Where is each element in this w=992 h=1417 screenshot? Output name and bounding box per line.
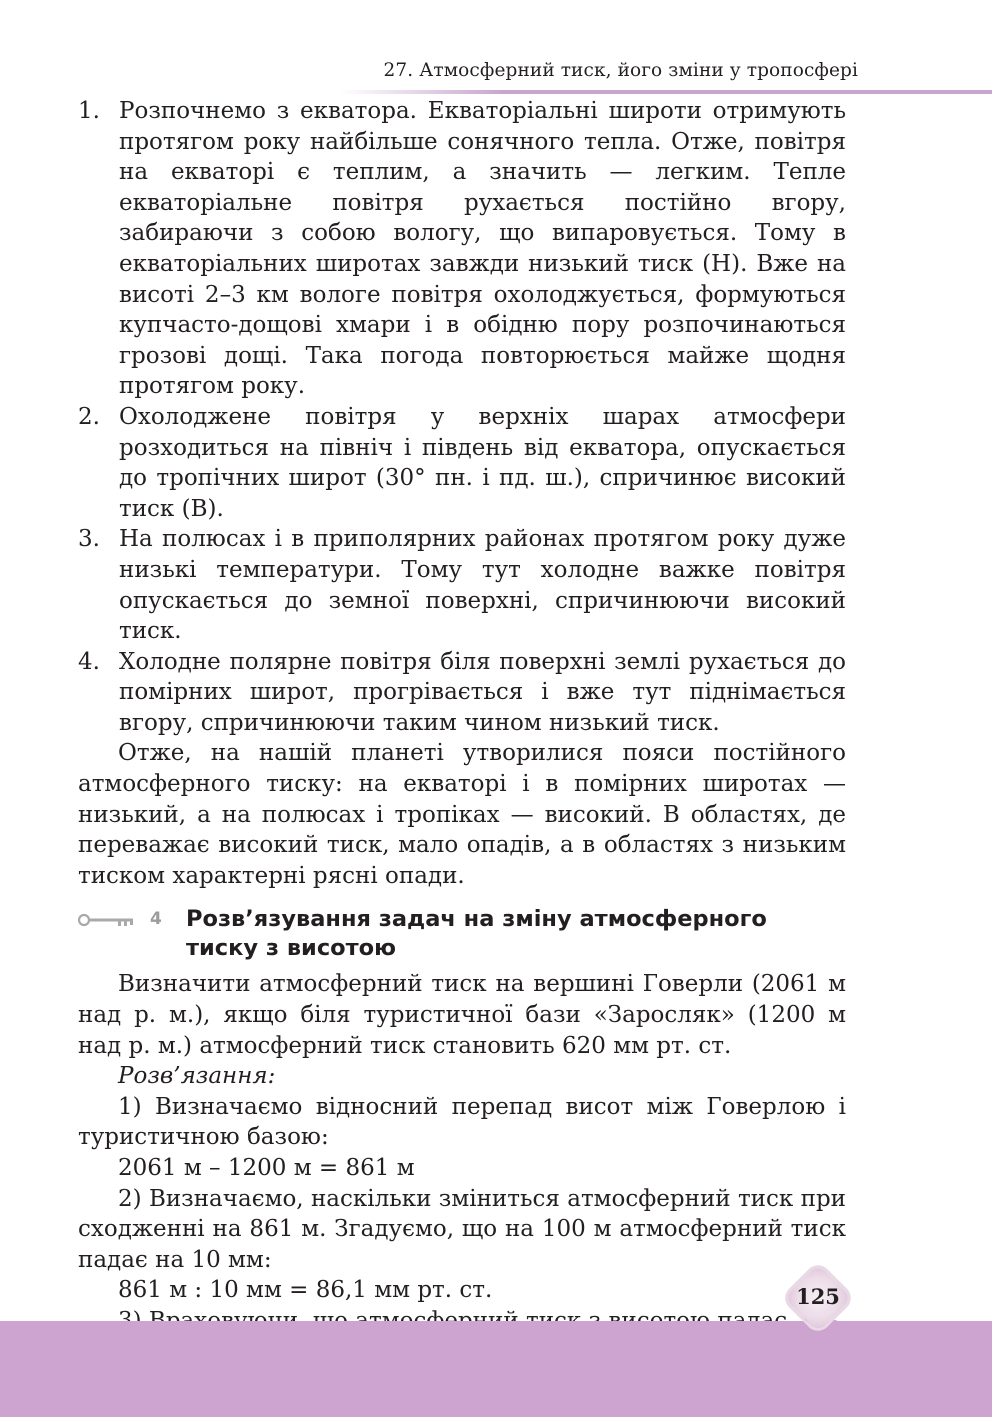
list-number: 3. — [78, 526, 100, 553]
header-rule — [340, 90, 992, 94]
list-item — [78, 402, 846, 524]
solution-formula: 861 м : 10 мм = 86,1 мм рт. ст. — [118, 1277, 493, 1304]
list-number: 4. — [78, 648, 100, 675]
key-icon — [78, 912, 138, 928]
list-number: 2. — [78, 403, 100, 430]
list-item — [78, 524, 846, 646]
running-title: 27. Атмосферний тиск, його зміни у тропосфері — [383, 60, 858, 81]
list-text: На полюсах і в приполярних районах протягом року дуже низькі температури. Тому тут холодне важке повітря опускається до земної поверхні, спричинюючи високий тиск. — [119, 526, 846, 645]
page-body — [78, 96, 846, 1337]
section-title: Розв’язування задач на зміну атмосферного тиску з висотою — [186, 906, 767, 962]
list-item — [78, 96, 846, 402]
list-text: Охолоджене повітря у верхніх шарах атмосфери розходиться на північ і південь від екватора, опускається до тропічних широт (30° пн. і пд. ш.), спричинює високий тиск (В). — [119, 403, 846, 522]
footer-band — [0, 1321, 992, 1417]
list-text: Холодне полярне повітря біля поверхні землі рухається до помірних широт, прогрівається і вже тут піднімається вгору, спричинюючи таким чином низький тиск. — [119, 648, 846, 736]
numbered-list — [78, 96, 846, 738]
solution-step: 1) Визначаємо відносний перепад висот між Говерлою і туристичною базою: — [78, 1093, 846, 1151]
section-heading — [78, 905, 846, 963]
task-paragraph: Визначити атмосферний тиск на вершині Говерли (2061 м над р. м.), якщо біля туристичної бази «Заросляк» (1200 м над р. м.) атмосферний тиск становить 620 мм рт. ст. — [78, 971, 846, 1059]
page-number: 125 — [796, 1284, 840, 1309]
solution-formula: 2061 м – 1200 м = 861 м — [118, 1155, 415, 1181]
solution-step: 2) Визначаємо, наскільки зміниться атмосферний тиск при сходженні на 861 м. Згадуємо, що на 100 м атмосферний тиск падає на 10 мм: — [78, 1185, 846, 1273]
section-number: 4 — [150, 909, 162, 930]
solution-label: Розв’язання: — [118, 1063, 276, 1090]
page-number-badge — [784, 1264, 852, 1332]
list-item — [78, 647, 846, 739]
list-number: 1. — [78, 98, 100, 124]
summary-paragraph: Отже, на нашій планеті утворилися пояси постійного атмосферного тиску: на екваторі і в помірних широтах — низький, а на полюсах і тропіках — високий. В областях, де переважає високий тиск, мало опадів, а в областях з низьким тиском характерні рясні опади. — [78, 740, 846, 889]
list-text: Розпочнемо з екватора. Екваторіальні широти отримують протягом року найбільше сонячного тепла. Отже, повітря на екваторі є теплим, а значить — легким. Тепле екваторіальне повітря рухається постійно вгору, забираючи з собою вологу, що випаровується. Тому в екваторіальних широтах завжди низький тиск (Н). Вже на висоті 2–3 км вологе повітря охолоджується, формуються купчасто-дощові хмари і в обідню пору розпочинаються грозові дощі. Така погода повторюється майже щодня протягом року. — [119, 98, 846, 400]
